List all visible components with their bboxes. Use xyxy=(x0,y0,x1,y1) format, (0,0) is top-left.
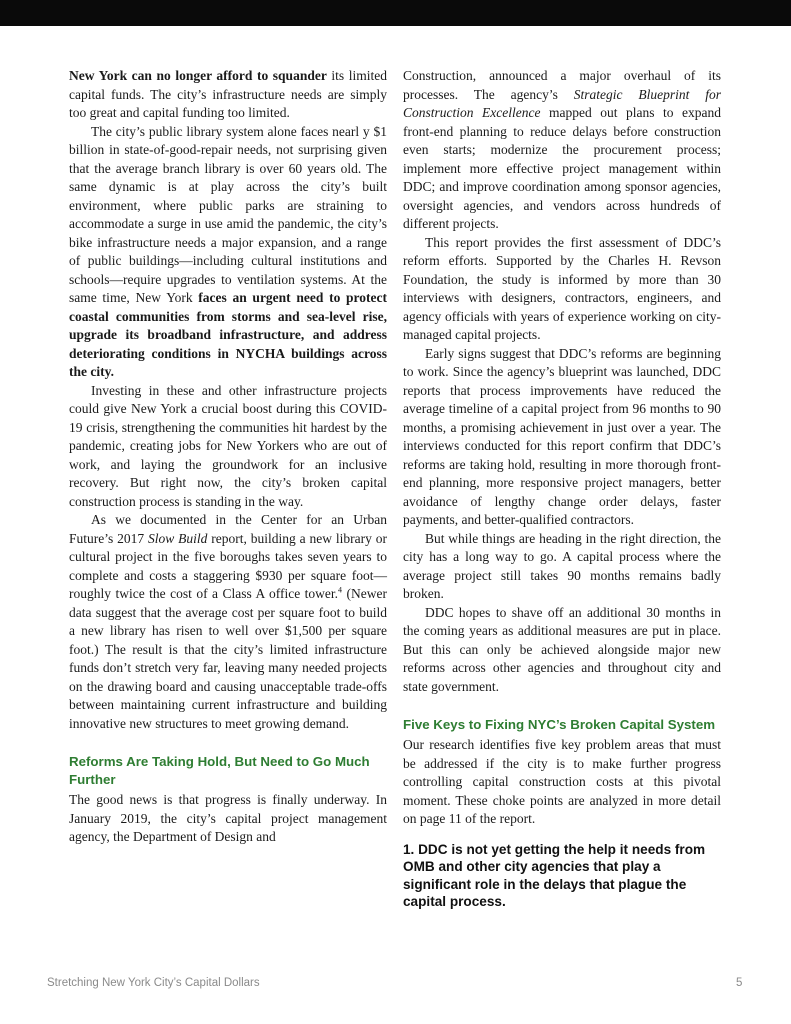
slow-build-text-b: report, building a new library or cultural project in the five boroughs takes seven years to complete and costs a staggering $930 per square foot—roughly twice the cost of a Class A office tower. xyxy=(69,530,387,601)
paragraph-construction xyxy=(403,67,721,234)
intro-text: its limited capital funds. The city’s infrastructure needs are simply too great and capital funding too limited. xyxy=(69,68,387,120)
paragraph-good-news: The good news is that progress is finally underway. In January 2019, the city’s capital project management agency, the Department of Design and xyxy=(69,792,387,844)
paragraph-long-way: But while things are heading in the right direction, the city has a long way to go. A capital process where the average project still takes 90 months remains badly broken. xyxy=(403,530,721,601)
paragraph-ddc-hopes: DDC hopes to shave off an additional 30 months in the coming years as additional measures are put in place. But this can only be achieved alongside major new reforms across other agencies and throughout city and state government. xyxy=(403,604,721,694)
slow-build-text-a: As we documented in the Center for an Urban Future’s 2017 xyxy=(69,512,387,546)
paragraph-research: Our research identifies five key problem areas that must be addressed if the city is to make further progress controlling capital construction costs at this pivotal moment. These choke points are analyzed in more detail on page 11 of the report. xyxy=(403,737,721,826)
footnote-marker: 4 xyxy=(338,585,343,595)
paragraph-library xyxy=(69,123,387,382)
section-heading-five-keys: Five Keys to Fixing NYC’s Broken Capital System xyxy=(403,717,716,732)
slow-build-title: Slow Build xyxy=(148,530,208,546)
blueprint-title: Strategic Blueprint for Construction Excellence xyxy=(403,86,721,120)
page-number: 5 xyxy=(736,977,743,989)
construction-text-b: mapped out plans to expand front-end planning to reduce delays before construction even starts; modernize the procurement process; implement more effective project management within DDC; and improve coordination among sponsor agencies, oversight agencies, and vendors across hundreds of different projects. xyxy=(403,105,721,231)
right-column xyxy=(403,67,721,911)
paragraph-slow-build xyxy=(69,511,387,733)
footer-title: Stretching New York City’s Capital Dollars xyxy=(47,977,260,989)
intro-bold-text: New York can no longer afford to squander xyxy=(69,68,327,83)
slow-build-text-c: (Newer data suggest that the average cost per square foot to build a new library has risen to well over $1,500 per square foot.) The result is that the city’s limited infrastructure funds don’t stretch very far, leaving many needed projects on the drawing board and causing unacceptable trade-offs between maintaining current infrastructure and building innovative new structures to meet growing demand. xyxy=(69,586,387,731)
paragraph-assessment: This report provides the first assessment of DDC’s reform efforts. Supported by the Charles H. Revson Foundation, the study is informed by more than 30 interviews with designers, contractors, engineers, and agency officials with years of experience working on city-managed capital projects. xyxy=(403,234,721,342)
paragraph-intro xyxy=(69,67,387,123)
paragraph-early-signs: Early signs suggest that DDC’s reforms are beginning to work. Since the agency’s blueprint was launched, DDC reports that process improvements have reduced the average timeline of a capital project from 96 months to 90 months, a promising achievement in just over a year. The interviews conducted for this report confirm that DDC’s reforms are taking hold, resulting in more thorough front-end planning, more responsive project managers, better avoidance of lengthy change order delays, faster payments, and better-qualified contractors. xyxy=(403,345,721,527)
key-point-1: 1. DDC is not yet getting the help it needs from OMB and other city agencies that play a significant role in the delays that plague the capital process. xyxy=(403,841,706,909)
construction-text-a: Construction, announced a major overhaul of its processes. The agency’s xyxy=(403,68,721,102)
paragraph-investing: Investing in these and other infrastructure projects could give New York a crucial boost during this COVID-19 crisis, strengthening the communities hit hardest by the pandemic, creating jobs for New Yorkers who are out of work, and laying the groundwork for an inclusive recovery. But right now, the city’s broken capital construction process is standing in the way. xyxy=(69,382,387,509)
top-bar xyxy=(0,0,791,26)
left-column xyxy=(69,67,387,847)
section-heading-reforms: Reforms Are Taking Hold, But Need to Go Much Further xyxy=(69,754,370,787)
library-bold-text: faces an urgent need to protect coastal communities from storms and sea-level rise, upgrade its broadband infrastructure, and address deteriorating conditions in NYCHA buildings across the city. xyxy=(69,290,388,379)
library-text: The city’s public library system alone faces nearl y $1 billion in state-of-good-repair needs, not surprising given that the average branch library is over 60 years old. The same dynamic is at play across the city’s built environment, where public parks are straining to accommodate a surge in use amid the pandemic, the city’s bike infrastructure needs a major expansion, and a range of public buildings—including cultural institutions and schools—require upgrades to ventilation systems. At the same time, New York xyxy=(69,123,387,305)
